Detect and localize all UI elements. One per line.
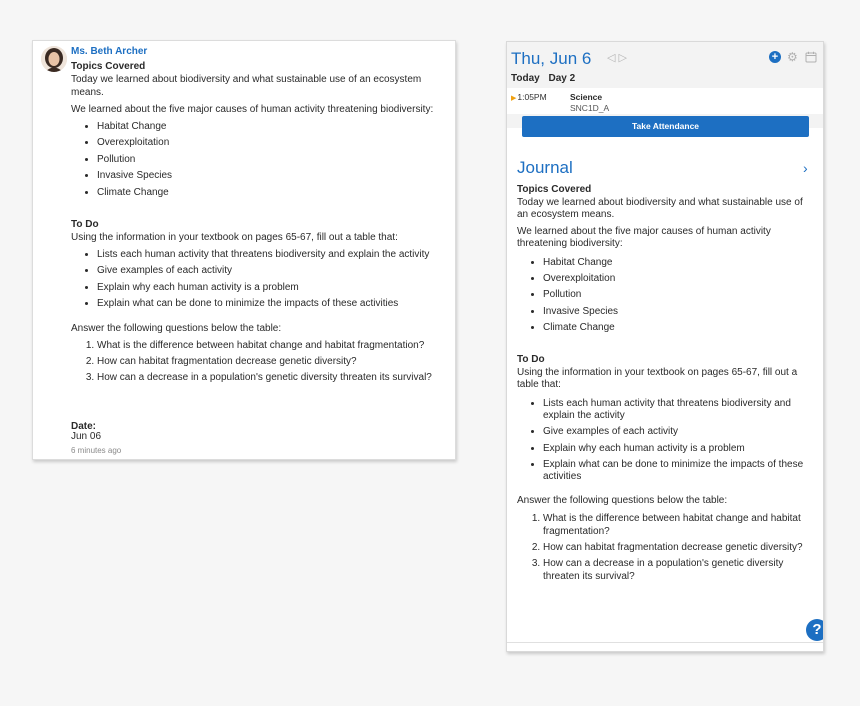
gear-icon[interactable]: ⚙ [787,50,798,64]
list-item: 1. What is the difference between habitat change and habitat fragmentation? [543,513,813,538]
list-item: • Give examples of each activity [97,264,451,277]
journal-intro-2: We learned about the five major causes of human activity threatening biodiversity: [517,225,771,250]
causes-list [71,120,451,199]
post-body [71,60,451,457]
event-course-code: SNC1D_A [570,103,610,113]
todo-list [517,398,813,484]
todo-heading: To Do [71,218,99,230]
today-label: Today [511,73,540,84]
date-value: Jun 06 [71,430,102,442]
list-item: • Explain why each human activity is a problem [97,281,451,294]
journal-post-card [32,40,456,460]
list-item: • Overexploitation [543,273,813,286]
questions-intro: Answer the following questions below the table: [71,322,282,334]
journal-body [517,184,813,587]
add-icon[interactable]: + [769,51,781,63]
list-item: 3. How can a decrease in a population's genetic diversity threaten its survival? [97,371,451,384]
list-item: • Pollution [543,289,813,302]
list-item: • Explain why each human activity is a problem [543,443,813,456]
chevron-right-icon[interactable]: › [803,160,808,176]
post-intro-2: We learned about the five major causes of human activity threatening biodiversity: [71,104,434,115]
event-row[interactable] [507,88,823,114]
help-icon[interactable]: ? [806,619,824,641]
list-item: • Lists each human activity that threatens biodiversity and explain the activity [97,248,451,261]
avatar-photo-icon [41,46,67,72]
post-intro-1: Today we learned about biodiversity and what sustainable use of an ecosystem means. [71,74,422,98]
list-item: 3. How can a decrease in a population's genetic diversity threaten its survival? [543,558,813,583]
todo-intro: Using the information in your textbook on pages 65-67, fill out a table that: [71,231,398,243]
questions-intro: Answer the following questions below the table: [517,494,728,506]
questions-list [71,339,451,385]
list-item: • Give examples of each activity [543,426,813,439]
list-item: • Invasive Species [97,169,451,182]
topics-heading: Topics Covered [517,184,592,195]
list-item: • Pollution [97,153,451,166]
journal-title[interactable]: Journal [517,158,573,177]
todo-heading: To Do [517,353,545,365]
calendar-icon[interactable] [805,51,817,63]
day-cycle-label: Day 2 [548,73,576,84]
header-actions [769,51,817,63]
day-info [511,73,581,84]
list-item: • Habitat Change [543,257,813,270]
topics-heading: Topics Covered [71,61,146,72]
list-item: • Climate Change [97,186,451,199]
list-item: • Invasive Species [543,306,813,319]
list-item: • Climate Change [543,322,813,335]
divider [507,642,823,643]
current-event-marker-icon: ▶ [511,95,517,102]
event-title: Science [570,92,603,102]
author-name[interactable]: Ms. Beth Archer [71,46,148,57]
list-item: • Explain what can be done to minimize the impacts of these activities [543,459,813,484]
list-item: 1. What is the difference between habitat change and habitat fragmentation? [97,339,451,352]
date-navigation [607,51,630,64]
take-attendance-button[interactable]: Take Attendance [522,116,809,137]
event-time: ▶1:05PM [511,92,547,102]
questions-list [517,513,813,583]
calendar-date-title: Thu, Jun 6 [511,49,592,68]
list-item: • Habitat Change [97,120,451,133]
prev-icon[interactable]: ◁ [607,52,619,64]
list-item: 2. How can habitat fragmentation decrease genetic diversity? [97,355,451,368]
journal-intro-1: Today we learned about biodiversity and what sustainable use of an ecosystem means. [517,196,803,221]
list-item: • Explain what can be done to minimize the impacts of these activities [97,297,451,310]
todo-intro: Using the information in your textbook on pages 65-67, fill out a table that: [517,366,798,391]
timestamp: 6 minutes ago [71,445,122,455]
author-avatar[interactable] [41,46,67,72]
todo-list [71,248,451,310]
list-item: 2. How can habitat fragmentation decrease genetic diversity? [543,542,813,555]
list-item: • Overexploitation [97,136,451,149]
causes-list [517,257,813,334]
date-label: Date: [71,420,97,432]
list-item: • Lists each human activity that threatens biodiversity and explain the activity [543,398,813,423]
calendar-panel [506,41,824,652]
next-icon[interactable]: ▷ [618,52,630,64]
